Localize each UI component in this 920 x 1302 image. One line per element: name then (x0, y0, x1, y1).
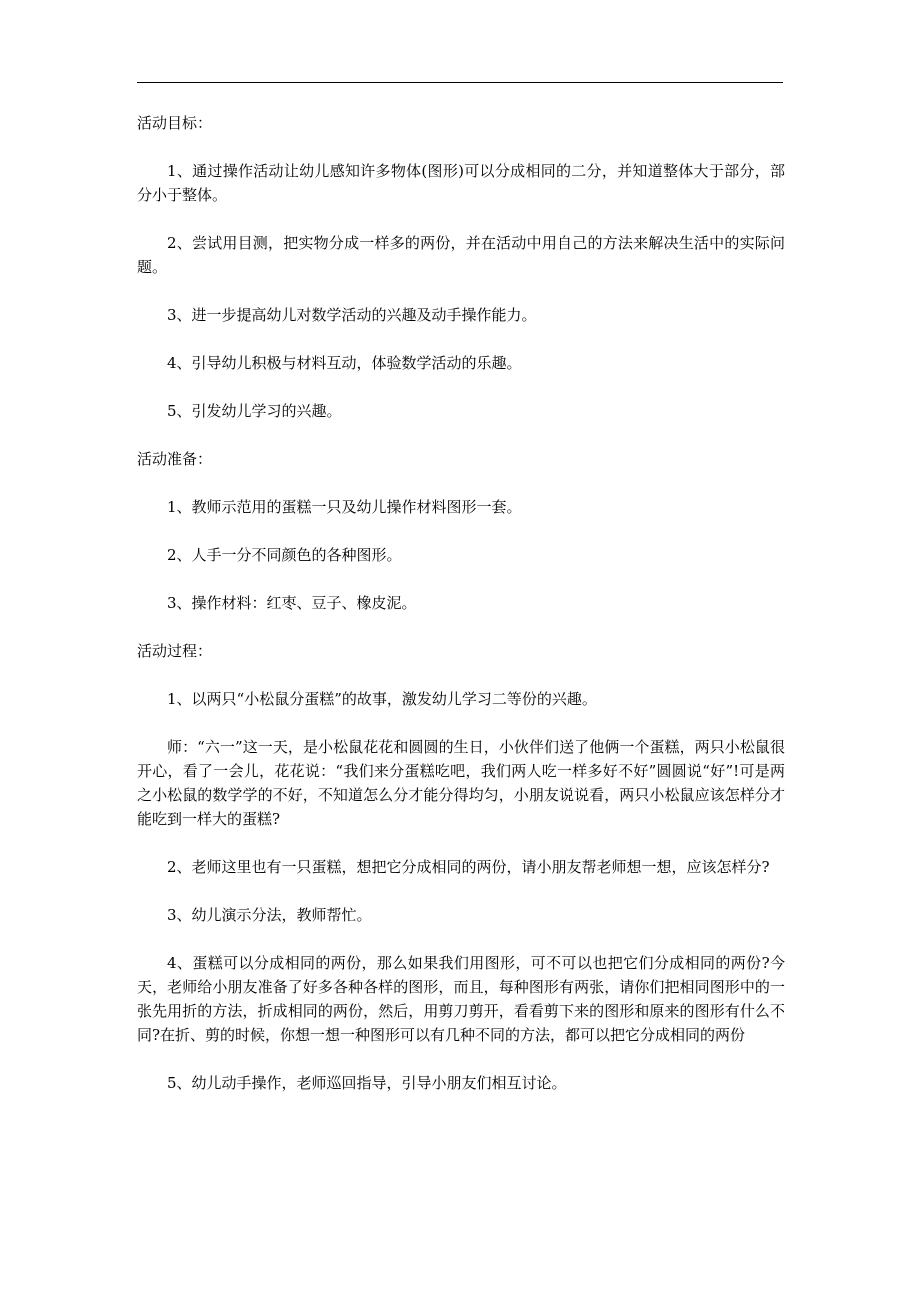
paragraph: 4、蛋糕可以分成相同的两份，那么如果我们用图形，可不可以也把它们分成相同的两份?今天，老师给小朋友准备了好多各种各样的图形，而且，每种图形有两张，请你们把相同图形中的一张先用折的方法，折成相同的两份，然后，用剪刀剪开，看看剪下来的图形和原来的图形有什么不同?在折、剪的时候，你想一想一种图形可以有几种不同的方法，都可以把它分成相同的两份 (137, 954, 785, 1044)
document-body (137, 111, 785, 1095)
section-heading-goals: 活动目标： (137, 114, 213, 132)
paragraph: 1、以两只“小松鼠分蛋糕”的故事，激发幼儿学习二等份的兴趣。 (167, 690, 597, 708)
section-heading-process: 活动过程： (137, 642, 213, 660)
paragraph: 4、引导幼儿积极与材料互动，体验数学活动的乐趣。 (167, 354, 522, 372)
paragraph: 2、尝试用目测，把实物分成一样多的两份，并在活动中用自己的方法来解决生活中的实际问题。 (137, 234, 785, 276)
paragraph: 5、引发幼儿学习的兴趣。 (167, 402, 342, 420)
section-heading-preparation: 活动准备： (137, 450, 213, 468)
paragraph: 3、进一步提高幼儿对数学活动的兴趣及动手操作能力。 (167, 306, 537, 324)
paragraph: 2、老师这里也有一只蛋糕，想把它分成相同的两份，请小朋友帮老师想一想，应该怎样分? (167, 858, 770, 876)
paragraph: 师：“六一”这一天，是小松鼠花花和圆圆的生日，小伙伴们送了他俩一个蛋糕，两只小松鼠很开心，看了一会儿，花花说：“我们来分蛋糕吃吧，我们两人吃一样多好不好”圆圆说“好”!可是两之小松鼠的数学学的不好，不知道怎么分才能分得均匀，小朋友说说看，两只小松鼠应该怎样分才能吃到一样大的蛋糕? (137, 738, 785, 828)
paragraph: 3、幼儿演示分法，教师帮忙。 (167, 906, 372, 924)
paragraph: 3、操作材料：红枣、豆子、橡皮泥。 (167, 594, 417, 612)
paragraph: 1、通过操作活动让幼儿感知许多物体(图形)可以分成相同的二分，并知道整体大于部分，部分小于整体。 (137, 162, 785, 204)
paragraph: 2、人手一分不同颜色的各种图形。 (167, 546, 402, 564)
paragraph: 5、幼儿动手操作，老师巡回指导，引导小朋友们相互讨论。 (167, 1074, 567, 1092)
paragraph: 1、教师示范用的蛋糕一只及幼儿操作材料图形一套。 (167, 498, 522, 516)
header-rule (137, 82, 783, 83)
